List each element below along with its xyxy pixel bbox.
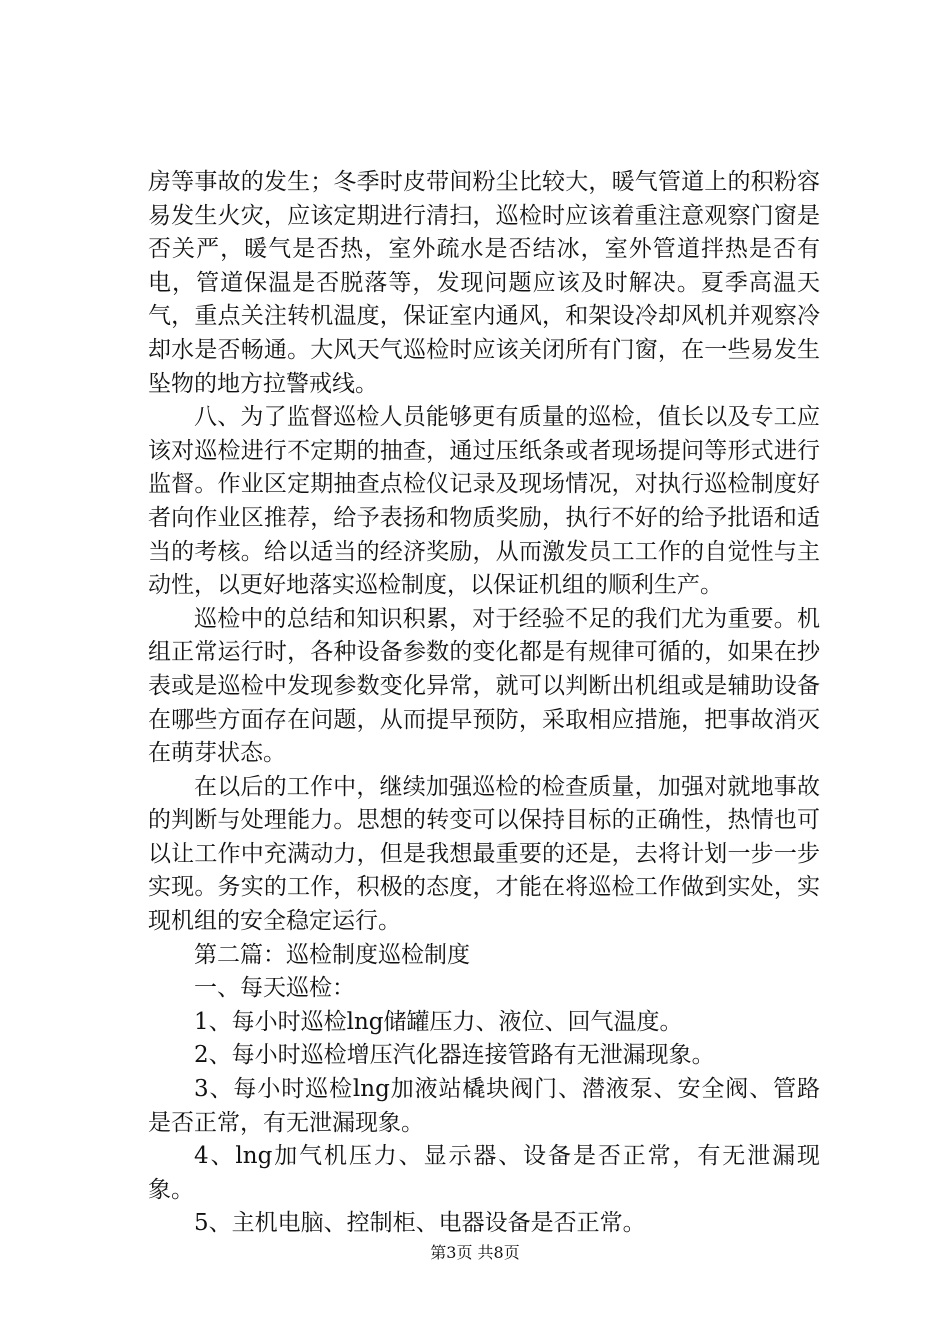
- list-item: 2、每小时巡检增压汽化器连接管路有无泄漏现象。: [194, 1042, 715, 1069]
- paragraph-summary: 巡检中的总结和知识积累，对于经验不足的我们尤为重要。机组正常运行时，各种设备参数的变化都是有规律可循的，如果在抄表或是巡检中发现参数变化异常，就可以判断出机组或是辅助设备在哪些方面存在问题，从而提早预防，采取相应措施，把事故消灭在萌芽状态。: [148, 605, 820, 767]
- section-heading: 第二篇：巡检制度巡检制度: [194, 941, 470, 968]
- list-item: 4、lng加气机压力、显示器、设备是否正常，有无泄漏现象。: [148, 1143, 820, 1203]
- paragraph-continuation: 房等事故的发生；冬季时皮带间粉尘比较大，暖气管道上的积粉容易发生火灾，应该定期进行清扫，巡检时应该着重注意观察门窗是否关严，暖气是否热，室外疏水是否结冰，室外管道拌热是否有电，管道保温是否脱落等，发现问题应该及时解决。夏季高温天气，重点关注转机温度，保证室内通风，和架设冷却风机并观察冷却水是否畅通。大风天气巡检时应该关闭所有门窗，在一些易发生坠物的地方拉警戒线。: [148, 169, 820, 397]
- list-item: 3、每小时巡检lng加液站橇块阀门、潜液泵、安全阀、管路是否正常，有无泄漏现象。: [148, 1076, 820, 1136]
- list-item: 5、主机电脑、控制柜、电器设备是否正常。: [194, 1210, 646, 1237]
- subsection-heading: 一、每天巡检：: [194, 975, 355, 1002]
- page-footer: 第3页 共8页: [430, 1243, 520, 1262]
- document-body: [148, 166, 820, 1241]
- paragraph-item-8: 八、为了监督巡检人员能够更有质量的巡检，值长以及专工应该对巡检进行不定期的抽查，通过压纸条或者现场提问等形式进行监督。作业区定期抽查点检仪记录及现场情况，对执行巡检制度好者向作业区推荐，给予表扬和物质奖励，执行不好的给予批语和适当的考核。给以适当的经济奖励，从而激发员工工作的自觉性与主动性，以更好地落实巡检制度，以保证机组的顺利生产。: [148, 404, 820, 599]
- paragraph-future-work: 在以后的工作中，继续加强巡检的检查质量，加强对就地事故的判断与处理能力。思想的转变可以保持目标的正确性，热情也可以让工作中充满动力，但是我想最重要的还是，去将计划一步一步实现。务实的工作，积极的态度，才能在将巡检工作做到实处，实现机组的安全稳定运行。: [148, 773, 820, 935]
- list-item: 1、每小时巡检lng储罐压力、液位、回气温度。: [194, 1008, 683, 1035]
